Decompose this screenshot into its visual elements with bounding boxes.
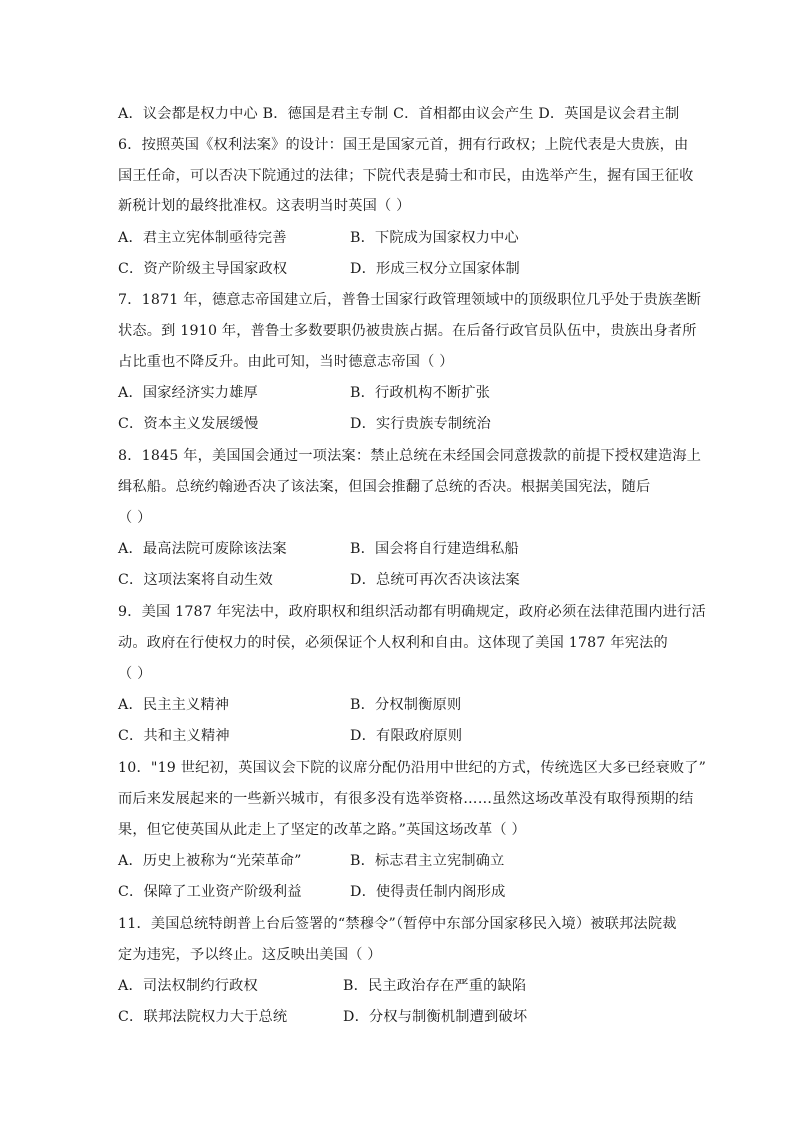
q9-option-d[interactable]: D．有限政府原则 xyxy=(350,728,463,744)
q10-stem-line-1: 10．"19 世纪初，英国议会下院的议席分配仍沿用中世纪的方式，传统选区大多已经衰败了” xyxy=(118,760,707,776)
q11-stem-line-2: 定为违宪，予以终止。这反映出美国（ ） xyxy=(118,947,382,963)
q8-stem-line-1: 8．1845 年，美国国会通过一项法案：禁止总统在未经国会同意拨款的前提下授权建造海上 xyxy=(118,448,702,464)
q5-options: A．议会都是权力中心 B．德国是君主专制 C．首相都由议会产生 D．英国是议会君主制 xyxy=(118,106,680,122)
q7-option-c[interactable]: C．资本主义发展缓慢 xyxy=(118,416,259,432)
q9-option-a[interactable]: A．民主主义精神 xyxy=(118,697,230,713)
q11-option-d[interactable]: D．分权与制衡机制遭到破坏 xyxy=(343,1009,528,1025)
q6-option-d[interactable]: D．形成三权分立国家体制 xyxy=(350,261,520,277)
q8-stem-line-3: （ ） xyxy=(118,510,152,526)
q10-option-c[interactable]: C．保障了工业资产阶级利益 xyxy=(118,884,302,900)
q9-stem-line-1: 9．美国 1787 年宪法中，政府职权和组织活动都有明确规定，政府必须在法律范围内进行活 xyxy=(118,604,706,620)
q7-stem-line-3: 占比重也不降反升。由此可知，当时德意志帝国（ ） xyxy=(118,354,454,370)
q11-option-c[interactable]: C．联邦法院权力大于总统 xyxy=(118,1009,288,1025)
q7-option-a[interactable]: A．国家经济实力雄厚 xyxy=(118,385,258,401)
q11-stem-line-1: 11．美国总统特朗普上台后签署的“禁穆令”（暂停中东部分国家移民入境）被联邦法院裁 xyxy=(118,916,677,932)
q10-option-a[interactable]: A．历史上被称为“光荣革命” xyxy=(118,853,302,869)
q6-option-c[interactable]: C．资产阶级主导国家政权 xyxy=(118,261,288,277)
q11-option-a[interactable]: A．司法权制约行政权 xyxy=(118,978,258,994)
q6-option-a[interactable]: A．君主立宪体制亟待完善 xyxy=(118,230,287,246)
q9-option-c[interactable]: C．共和主义精神 xyxy=(118,728,230,744)
q7-stem-line-1: 7．1871 年，德意志帝国建立后，普鲁士国家行政管理领域中的顶级职位几乎处于贵族垄断 xyxy=(118,292,702,308)
q8-option-d[interactable]: D．总统可再次否决该法案 xyxy=(350,572,520,588)
q6-stem-line-3: 新税计划的最终批准权。这表明当时英国（ ） xyxy=(118,198,411,214)
q11-option-b[interactable]: B．民主政治存在严重的缺陷 xyxy=(343,978,527,994)
q7-stem-line-2: 状态。到 1910 年，普鲁士多数要职仍被贵族占据。在后备行政官员队伍中，贵族出身者所 xyxy=(118,323,697,339)
q7-option-b[interactable]: B．行政机构不断扩张 xyxy=(350,385,491,401)
q9-option-b[interactable]: B．分权制衡原则 xyxy=(350,697,462,713)
q10-stem-line-2: 而后来发展起来的一些新兴城市，有很多没有选举资格……虽然这场改革没有取得预期的结 xyxy=(118,791,694,807)
q8-option-a[interactable]: A．最高法院可废除该法案 xyxy=(118,541,287,557)
q6-option-b[interactable]: B．下院成为国家权力中心 xyxy=(350,230,519,246)
q10-option-b[interactable]: B．标志君主立宪制确立 xyxy=(350,853,505,869)
q9-stem-line-2: 动。政府在行使权力的时侯，必须保证个人权利和自由。这体现了美国 1787 年宪法的 xyxy=(118,635,668,651)
q7-option-d[interactable]: D．实行贵族专制统治 xyxy=(350,416,492,432)
q9-stem-line-3: （ ） xyxy=(118,666,152,682)
q10-stem-line-3: 果，但它使英国从此走上了坚定的改革之路。”英国这场改革（ ） xyxy=(118,822,526,838)
q8-option-b[interactable]: B．国会将自行建造缉私船 xyxy=(350,541,519,557)
q8-option-c[interactable]: C．这项法案将自动生效 xyxy=(118,572,273,588)
q6-stem-line-2: 国王任命，可以否决下院通过的法律；下院代表是骑士和市民，由选举产生，握有国王征收 xyxy=(118,168,694,184)
q10-option-d[interactable]: D．使得责任制内阁形成 xyxy=(350,884,506,900)
q6-stem-line-1: 6．按照英国《权利法案》的设计：国王是国家元首，拥有行政权；上院代表是大贵族，由 xyxy=(118,137,689,153)
q8-stem-line-2: 缉私船。总统约翰逊否决了该法案，但国会推翻了总统的否决。根据美国宪法，随后 xyxy=(118,479,651,495)
